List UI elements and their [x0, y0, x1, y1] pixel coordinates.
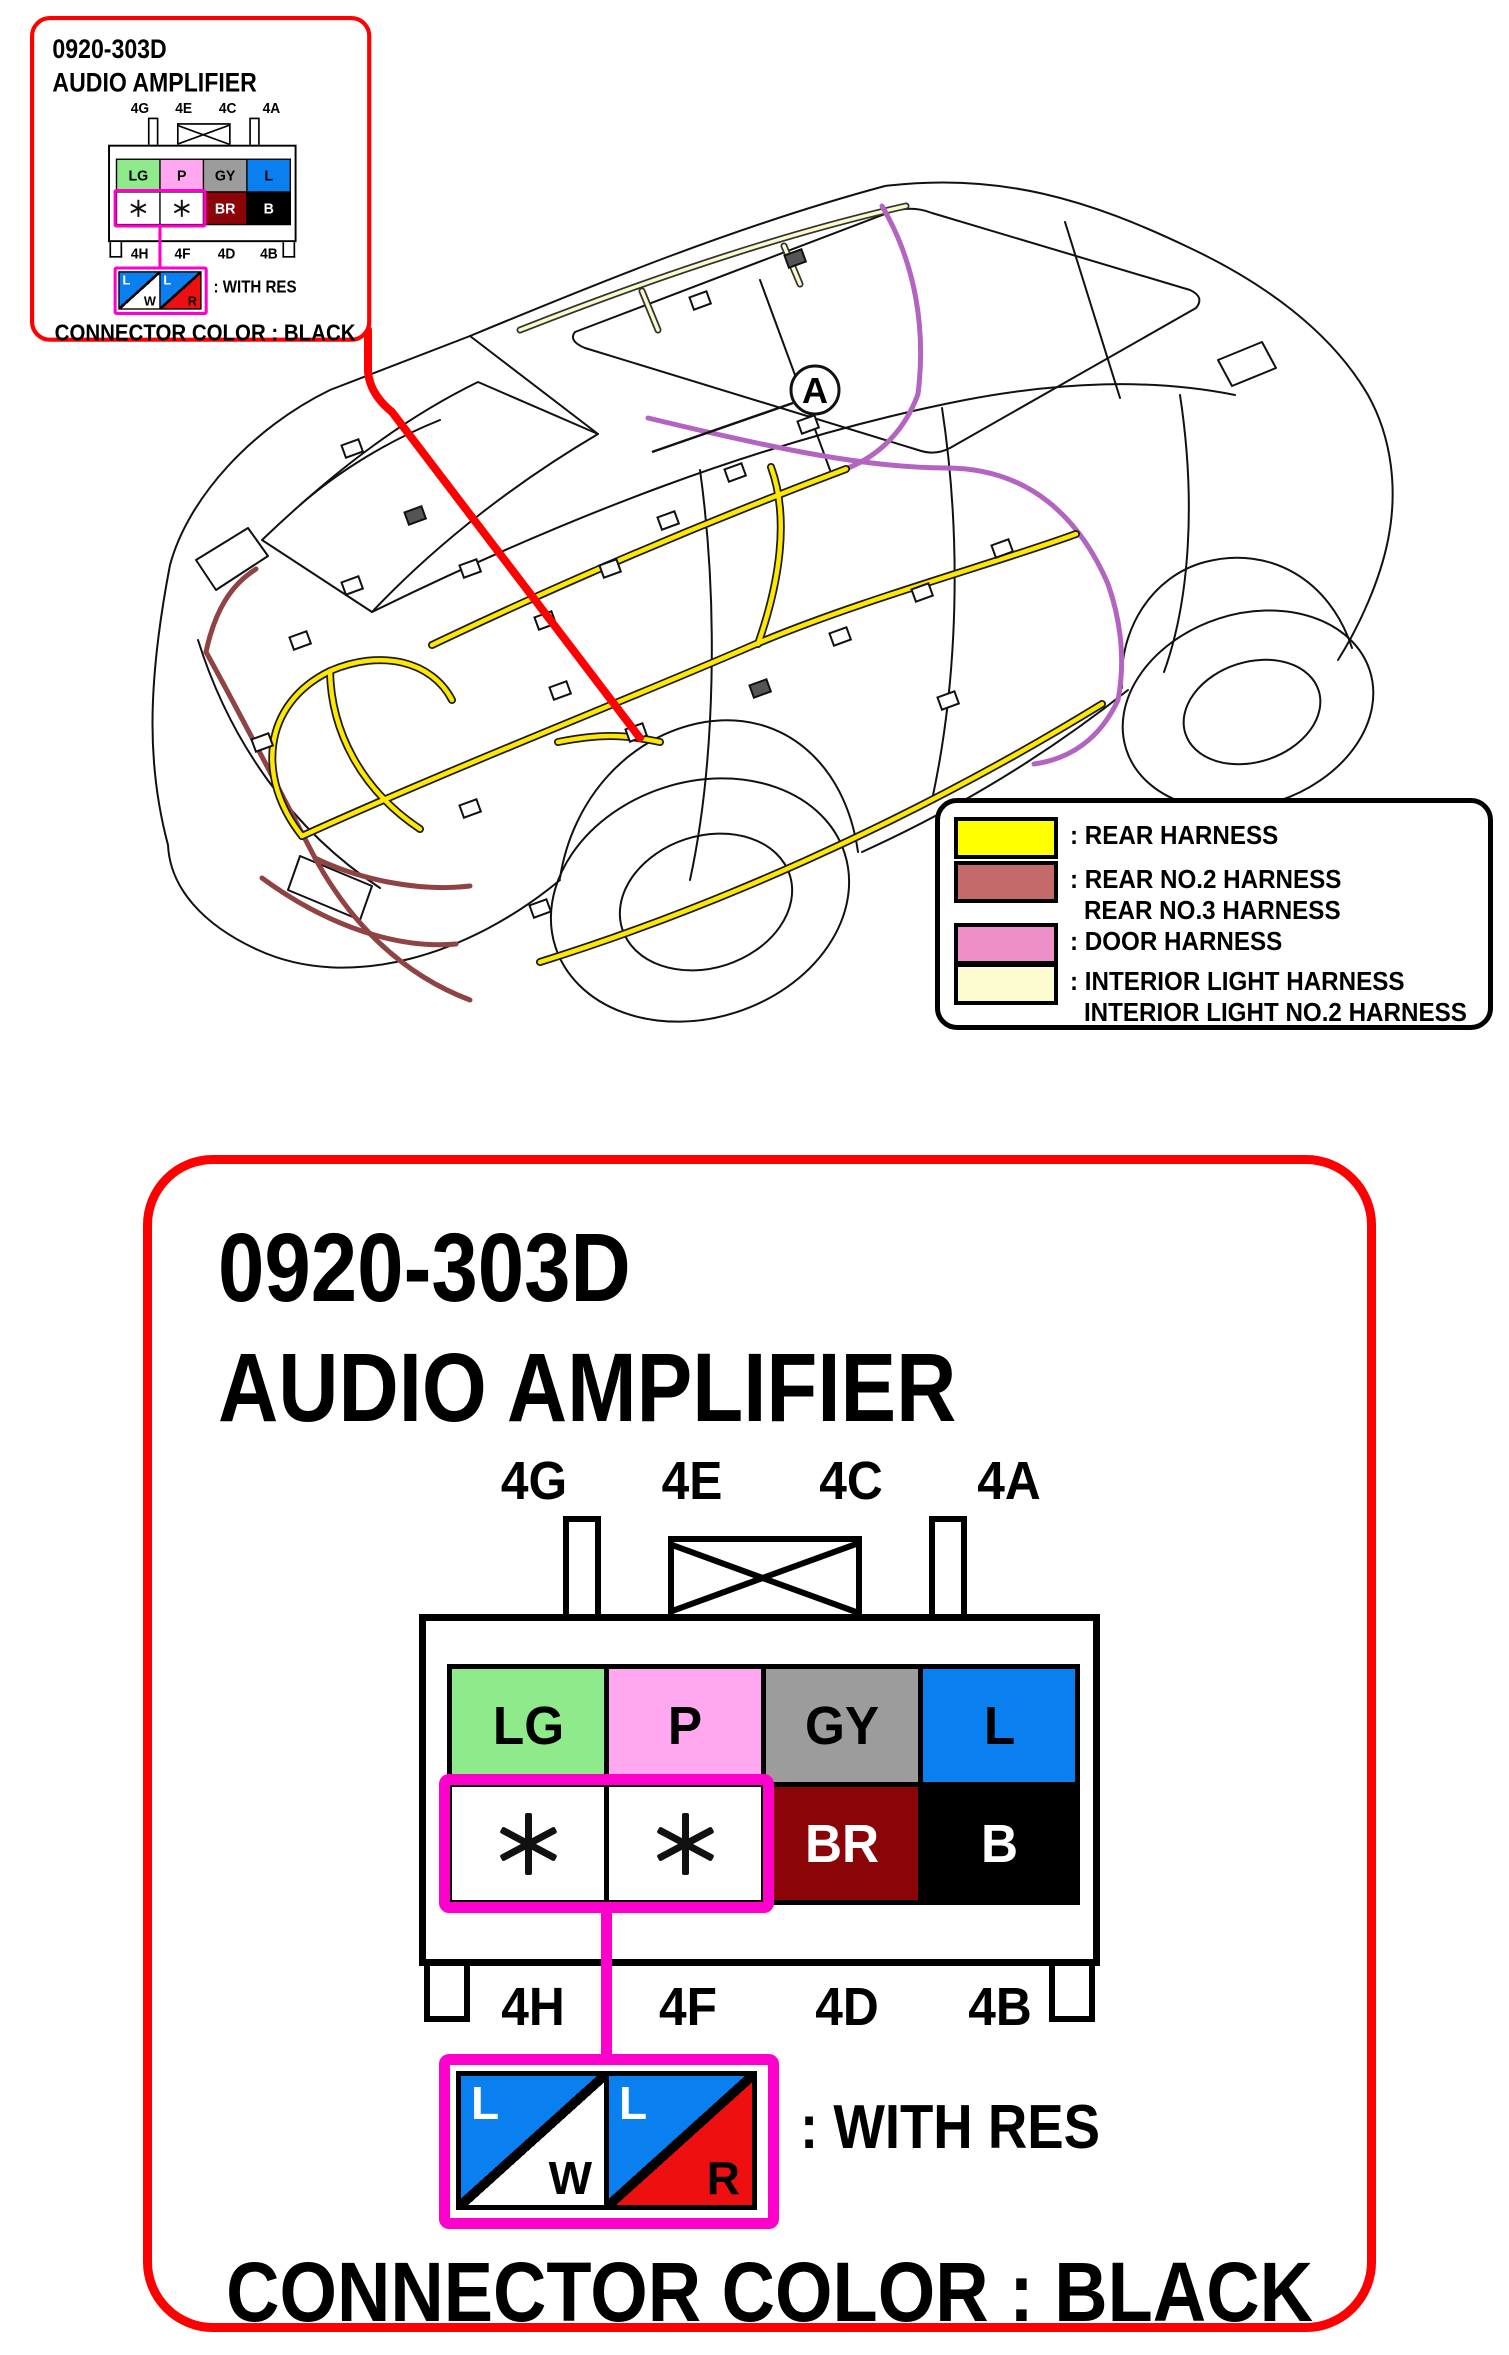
legend-item — [954, 963, 1497, 1028]
rear-no2-harness — [206, 569, 470, 1000]
pin-label-4f: 4F — [659, 1977, 717, 2037]
interior-light-harness — [520, 206, 906, 330]
pin-label-4b: 4B — [968, 1977, 1032, 2037]
pin-label-4c: 4C — [819, 1451, 883, 1511]
legend-swatch-rear — [954, 817, 1058, 859]
legend-swatch-rear-no2 — [954, 861, 1058, 903]
legend-swatch-door — [954, 923, 1058, 965]
pin-label-4a: 4A — [977, 1451, 1041, 1511]
legend-swatch-interior-light — [954, 963, 1058, 1005]
pin-cell-label: GY — [804, 1695, 880, 1756]
pin-cell-label: P — [176, 167, 187, 184]
with-res-cell-lw — [461, 2076, 604, 2205]
with-res-cells — [118, 271, 201, 309]
with-res-label: : WITH RES — [213, 277, 297, 297]
wire-color-code: R — [187, 293, 197, 309]
connector-tab-right — [249, 118, 260, 147]
connector-keyway-box — [177, 123, 231, 146]
connector-tab-bottom-right — [282, 242, 295, 258]
highlight-connector-line — [601, 1906, 612, 2058]
with-res-cell-lr — [161, 273, 201, 309]
wire-color-code: W — [143, 293, 156, 309]
star-cells-highlight-box — [114, 189, 207, 227]
pin-cell-label: BR — [804, 1813, 880, 1874]
wire-color-code: R — [706, 2152, 740, 2204]
pin-cell-gy — [204, 160, 246, 191]
with-res-cell-lw — [120, 273, 160, 309]
connector-callout-mini — [30, 16, 375, 346]
pin-cell-l — [923, 1669, 1075, 1782]
connector-color-label — [152, 2244, 1367, 2341]
pin-label-4e: 4E — [175, 99, 193, 117]
with-res-box — [114, 267, 208, 315]
connector-id: 0920-303D — [218, 1213, 631, 1322]
legend-label: : INTERIOR LIGHT HARNESS — [1070, 966, 1405, 996]
pin-label-4f: 4F — [174, 245, 191, 262]
legend-label: : REAR HARNESS — [1070, 820, 1279, 850]
with-res-cell-lr — [609, 2076, 752, 2205]
pin-label-4g: 4G — [500, 1451, 568, 1511]
pin-cell-label: GY — [214, 167, 236, 184]
pin-label-4e: 4E — [661, 1451, 723, 1511]
connector-name: AUDIO AMPLIFIER — [218, 1333, 957, 1442]
with-res-label: : WITH RES — [800, 2093, 1101, 2162]
pin-cell-gy — [766, 1669, 918, 1782]
pin-cell-b — [923, 1787, 1075, 1900]
connector-keyway-box — [668, 1536, 862, 1620]
connector-tab-bottom-right — [1049, 1966, 1095, 2022]
wire-color-code: L — [619, 2077, 648, 2129]
pin-cell-lg — [452, 1669, 604, 1782]
connector-color-text: CONNECTOR COLOR : BLACK — [226, 2245, 1313, 2339]
pin-cell-p — [609, 1669, 761, 1782]
pin-cell-label: LG — [128, 167, 149, 184]
pin-cell-br — [766, 1787, 918, 1900]
pin-cell-p — [161, 160, 203, 191]
wire-color-code: L — [122, 272, 131, 288]
pin-cell-label: BR — [214, 199, 236, 217]
legend-label: REAR NO.3 HARNESS — [1083, 895, 1341, 925]
connector-color-label — [34, 319, 367, 346]
pin-cell-label: P — [667, 1695, 703, 1756]
pin-label-4h: 4H — [130, 245, 149, 262]
legend-item — [954, 861, 1362, 926]
pin-cell-label: B — [263, 199, 274, 217]
pin-cell-l — [248, 160, 290, 191]
harness-legend — [935, 798, 1493, 1030]
wire-color-code: L — [163, 272, 172, 288]
marker-a-label: A — [802, 370, 828, 411]
connector-detail-panel — [30, 16, 371, 346]
pin-label-4b: 4B — [260, 245, 278, 262]
pin-label-4d: 4D — [217, 245, 236, 262]
door-harness — [648, 206, 1122, 764]
connector-tab-right — [929, 1516, 967, 1620]
connector-detail-panel — [143, 1155, 1376, 2339]
highlight-connector-line — [158, 226, 161, 268]
with-res-cells — [456, 2071, 757, 2210]
pin-cell-label: B — [980, 1813, 1018, 1874]
legend-label: INTERIOR LIGHT NO.2 HARNESS — [1083, 997, 1467, 1027]
connector-tab-bottom-left — [424, 1966, 470, 2022]
connector-tab-left — [148, 118, 159, 147]
connector-name: AUDIO AMPLIFIER — [52, 66, 257, 98]
connector-tab-bottom-left — [109, 242, 122, 258]
connector-tab-left — [563, 1516, 601, 1620]
legend-label: : REAR NO.2 HARNESS — [1070, 864, 1342, 894]
with-res-box — [439, 2054, 779, 2229]
pin-cell-br — [204, 193, 246, 224]
pin-label-4h: 4H — [501, 1977, 565, 2037]
pin-cell-label: L — [983, 1695, 1015, 1756]
legend-item — [954, 923, 1298, 965]
pin-label-4g: 4G — [130, 99, 150, 117]
callout-leader-line — [368, 330, 640, 738]
pin-label-4a: 4A — [262, 99, 281, 117]
pin-label-4d: 4D — [815, 1977, 879, 2037]
wire-color-code: L — [471, 2077, 500, 2129]
legend-label: : DOOR HARNESS — [1070, 926, 1283, 956]
pin-label-4c: 4C — [218, 99, 237, 117]
legend-item — [954, 817, 1294, 859]
star-cells-highlight-box — [439, 1774, 774, 1913]
pin-cell-lg — [117, 160, 159, 191]
pin-cell-b — [248, 193, 290, 224]
wire-color-code: W — [548, 2152, 592, 2204]
connector-id: 0920-303D — [52, 33, 167, 64]
pin-cell-label: LG — [492, 1695, 564, 1756]
pin-cell-label: L — [264, 167, 273, 184]
connector-color-text: CONNECTOR COLOR : BLACK — [54, 319, 356, 346]
